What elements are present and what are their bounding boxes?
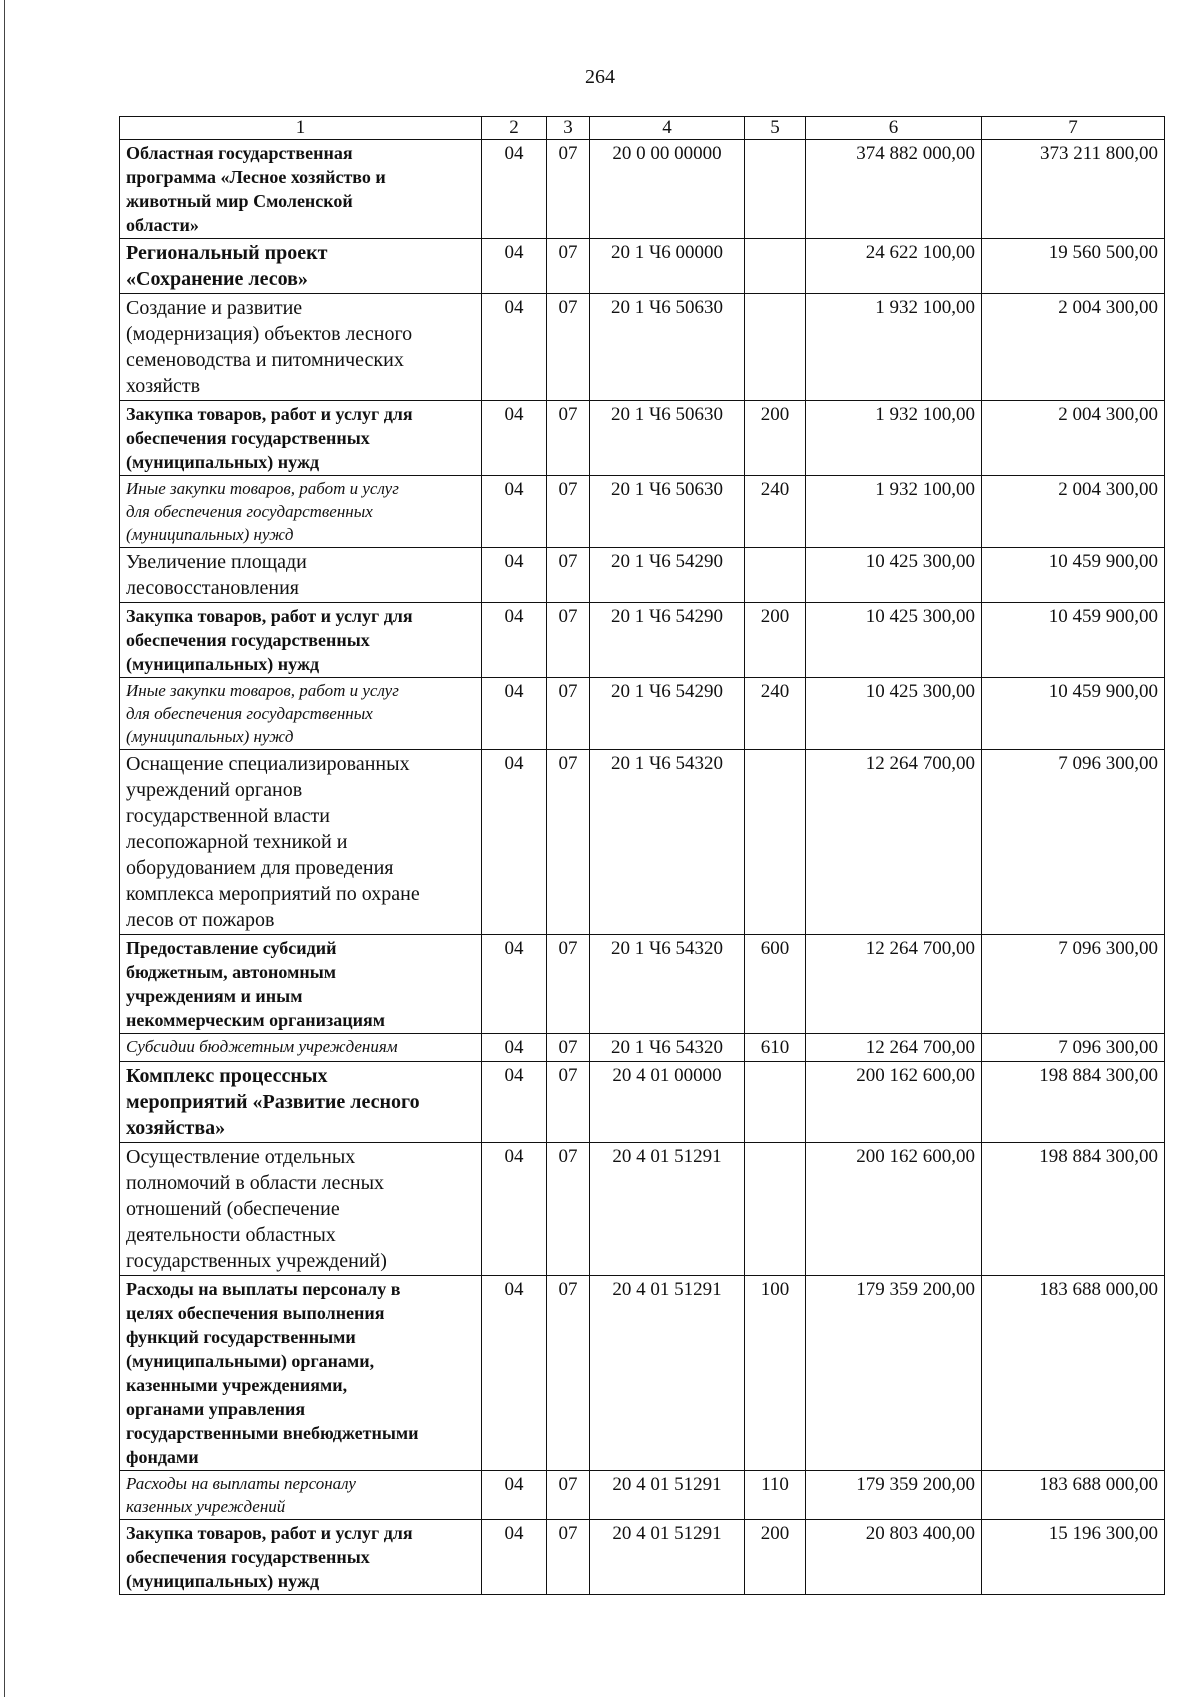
expense-type-cell: 600 (745, 935, 806, 1034)
item-name-line: Субсидии бюджетным учреждениям (126, 1037, 398, 1056)
table-row (120, 935, 1165, 1034)
amount-col7-cell: 10 459 900,00 (982, 678, 1165, 750)
item-name-line: функций государственными (126, 1327, 356, 1347)
table-row (120, 678, 1165, 750)
table-row (120, 1034, 1165, 1062)
item-name-line: программа «Лесное хозяйство и (126, 167, 386, 187)
item-name-line: государственной власти (126, 805, 330, 827)
table-row (120, 603, 1165, 678)
section-code-cell: 04 (482, 603, 547, 678)
subsection-code-cell: 07 (547, 1520, 590, 1595)
item-name-line: (муниципальными) органами, (126, 1351, 375, 1371)
expense-type-cell (745, 239, 806, 294)
item-name-line: Осуществление отдельных (126, 1146, 356, 1168)
item-name-line: Закупка товаров, работ и услуг для (126, 606, 413, 626)
item-name-line: (муниципальных) нужд (126, 654, 320, 674)
column-header: 1 (120, 117, 482, 140)
subsection-code-cell: 07 (547, 548, 590, 603)
expense-type-cell: 610 (745, 1034, 806, 1062)
expense-type-cell: 240 (745, 476, 806, 548)
item-name-line: Комплекс процессных (126, 1065, 328, 1087)
table-row (120, 1520, 1165, 1595)
amount-col7-cell: 373 211 800,00 (982, 140, 1165, 239)
item-name-line: некоммерческим организациям (126, 1010, 385, 1030)
amount-col7-cell: 183 688 000,00 (982, 1471, 1165, 1520)
item-name-line: оборудованием для проведения (126, 857, 394, 879)
amount-col7-cell: 2 004 300,00 (982, 294, 1165, 401)
target-article-cell: 20 1 Ч6 50630 (590, 294, 745, 401)
subsection-code-cell: 07 (547, 294, 590, 401)
section-code-cell: 04 (482, 1471, 547, 1520)
item-name-line: (муниципальных) нужд (126, 452, 320, 472)
expense-type-cell (745, 750, 806, 935)
page-number: 264 (585, 66, 615, 88)
column-header: 7 (982, 117, 1165, 140)
amount-col6-cell: 200 162 600,00 (806, 1143, 982, 1276)
item-name-line: Оснащение специализированных (126, 753, 410, 775)
item-name-line: (муниципальных) нужд (126, 727, 294, 746)
table-row (120, 1471, 1165, 1520)
item-name-line: Расходы на выплаты персоналу в (126, 1279, 401, 1299)
item-name-cell (120, 1034, 482, 1062)
column-header: 2 (482, 117, 547, 140)
item-name-line: Предоставление субсидий (126, 938, 337, 958)
section-code-cell: 04 (482, 476, 547, 548)
amount-col7-cell: 183 688 000,00 (982, 1276, 1165, 1471)
target-article-cell: 20 4 01 51291 (590, 1276, 745, 1471)
section-code-cell: 04 (482, 678, 547, 750)
item-name-line: Расходы на выплаты персоналу (126, 1474, 356, 1493)
table-row (120, 401, 1165, 476)
subsection-code-cell: 07 (547, 1143, 590, 1276)
amount-col6-cell: 179 359 200,00 (806, 1471, 982, 1520)
section-code-cell: 04 (482, 548, 547, 603)
section-code-cell: 04 (482, 1034, 547, 1062)
item-name-line: (муниципальных) нужд (126, 525, 294, 544)
subsection-code-cell: 07 (547, 935, 590, 1034)
item-name-line: для обеспечения государственных (126, 502, 373, 521)
expense-type-cell (745, 548, 806, 603)
item-name-line: казенных учреждений (126, 1497, 286, 1516)
subsection-code-cell: 07 (547, 1471, 590, 1520)
amount-col7-cell: 19 560 500,00 (982, 239, 1165, 294)
subsection-code-cell: 07 (547, 476, 590, 548)
amount-col6-cell: 1 932 100,00 (806, 401, 982, 476)
item-name-line: Увеличение площади (126, 551, 307, 573)
item-name-line: обеспечения государственных (126, 1547, 370, 1567)
section-code-cell: 04 (482, 1143, 547, 1276)
item-name-line: казенными учреждениями, (126, 1375, 348, 1395)
expense-type-cell: 200 (745, 1520, 806, 1595)
amount-col6-cell: 374 882 000,00 (806, 140, 982, 239)
item-name-cell (120, 1520, 482, 1595)
item-name-line: (муниципальных) нужд (126, 1571, 320, 1591)
column-header: 4 (590, 117, 745, 140)
item-name-cell (120, 678, 482, 750)
item-name-line: фондами (126, 1447, 199, 1467)
subsection-code-cell: 07 (547, 140, 590, 239)
subsection-code-cell: 07 (547, 1062, 590, 1143)
item-name-cell (120, 750, 482, 935)
item-name-line: полномочий в области лесных (126, 1172, 385, 1194)
item-name-line: отношений (обеспечение (126, 1198, 340, 1220)
item-name-line: государственных учреждений) (126, 1250, 387, 1272)
column-header: 6 (806, 117, 982, 140)
item-name-line: учреждений органов (126, 779, 303, 801)
amount-col6-cell: 179 359 200,00 (806, 1276, 982, 1471)
item-name-line: Иные закупки товаров, работ и услуг (126, 479, 399, 498)
expense-type-cell: 200 (745, 401, 806, 476)
item-name-cell (120, 935, 482, 1034)
section-code-cell: 04 (482, 140, 547, 239)
subsection-code-cell: 07 (547, 401, 590, 476)
subsection-code-cell: 07 (547, 239, 590, 294)
item-name-line: деятельности областных (126, 1224, 336, 1246)
item-name-line: хозяйств (126, 375, 201, 397)
item-name-line: обеспечения государственных (126, 630, 370, 650)
amount-col6-cell: 10 425 300,00 (806, 548, 982, 603)
item-name-line: животный мир Смоленской (126, 191, 353, 211)
item-name-line: учреждениям и иным (126, 986, 303, 1006)
target-article-cell: 20 4 01 51291 (590, 1520, 745, 1595)
target-article-cell: 20 1 Ч6 54290 (590, 548, 745, 603)
item-name-line: обеспечения государственных (126, 428, 370, 448)
section-code-cell: 04 (482, 1520, 547, 1595)
section-code-cell: 04 (482, 401, 547, 476)
amount-col7-cell: 2 004 300,00 (982, 401, 1165, 476)
item-name-line: Областная государственная (126, 143, 353, 163)
table-row (120, 294, 1165, 401)
target-article-cell: 20 1 Ч6 54320 (590, 935, 745, 1034)
amount-col6-cell: 12 264 700,00 (806, 750, 982, 935)
table-row (120, 140, 1165, 239)
item-name-cell (120, 1276, 482, 1471)
expense-type-cell: 200 (745, 603, 806, 678)
table-row (120, 239, 1165, 294)
amount-col7-cell: 7 096 300,00 (982, 935, 1165, 1034)
table-row (120, 1276, 1165, 1471)
expense-type-cell (745, 140, 806, 239)
header-row (120, 117, 1165, 140)
amount-col6-cell: 10 425 300,00 (806, 603, 982, 678)
item-name-line: хозяйства» (126, 1117, 226, 1139)
section-code-cell: 04 (482, 1062, 547, 1143)
item-name-cell (120, 401, 482, 476)
item-name-line: государственными внебюджетными (126, 1423, 419, 1443)
item-name-line: органами управления (126, 1399, 306, 1419)
amount-col6-cell: 12 264 700,00 (806, 935, 982, 1034)
table-row (120, 1062, 1165, 1143)
item-name-line: бюджетным, автономным (126, 962, 337, 982)
subsection-code-cell: 07 (547, 750, 590, 935)
table-body (120, 140, 1165, 1595)
item-name-cell (120, 294, 482, 401)
amount-col6-cell: 20 803 400,00 (806, 1520, 982, 1595)
target-article-cell: 20 4 01 51291 (590, 1471, 745, 1520)
item-name-line: целях обеспечения выполнения (126, 1303, 385, 1323)
target-article-cell: 20 1 Ч6 54320 (590, 1034, 745, 1062)
amount-col6-cell: 1 932 100,00 (806, 476, 982, 548)
item-name-line: лесовосстановления (126, 577, 299, 599)
item-name-line: лесов от пожаров (126, 909, 275, 931)
subsection-code-cell: 07 (547, 1034, 590, 1062)
item-name-cell (120, 548, 482, 603)
item-name-cell (120, 140, 482, 239)
amount-col7-cell: 198 884 300,00 (982, 1143, 1165, 1276)
target-article-cell: 20 1 Ч6 54320 (590, 750, 745, 935)
item-name-cell (120, 239, 482, 294)
column-header: 3 (547, 117, 590, 140)
item-name-cell (120, 1143, 482, 1276)
target-article-cell: 20 4 01 51291 (590, 1143, 745, 1276)
expense-type-cell (745, 1143, 806, 1276)
item-name-line: «Сохранение лесов» (126, 268, 308, 290)
expense-type-cell (745, 294, 806, 401)
budget-table (119, 116, 1165, 1595)
item-name-cell (120, 476, 482, 548)
amount-col6-cell: 10 425 300,00 (806, 678, 982, 750)
expense-type-cell: 110 (745, 1471, 806, 1520)
target-article-cell: 20 1 Ч6 54290 (590, 678, 745, 750)
expense-type-cell: 100 (745, 1276, 806, 1471)
expense-type-cell: 240 (745, 678, 806, 750)
item-name-cell (120, 1471, 482, 1520)
amount-col7-cell: 15 196 300,00 (982, 1520, 1165, 1595)
item-name-line: Иные закупки товаров, работ и услуг (126, 681, 399, 700)
item-name-line: для обеспечения государственных (126, 704, 373, 723)
item-name-cell (120, 1062, 482, 1143)
target-article-cell: 20 4 01 00000 (590, 1062, 745, 1143)
item-name-line: семеноводства и питомнических (126, 349, 404, 371)
amount-col7-cell: 7 096 300,00 (982, 1034, 1165, 1062)
target-article-cell: 20 0 00 00000 (590, 140, 745, 239)
item-name-line: Закупка товаров, работ и услуг для (126, 404, 413, 424)
table-row (120, 1143, 1165, 1276)
target-article-cell: 20 1 Ч6 50630 (590, 401, 745, 476)
amount-col6-cell: 1 932 100,00 (806, 294, 982, 401)
table-row (120, 548, 1165, 603)
amount-col6-cell: 12 264 700,00 (806, 1034, 982, 1062)
item-name-line: (модернизация) объектов лесного (126, 323, 413, 345)
amount-col7-cell: 10 459 900,00 (982, 603, 1165, 678)
item-name-line: лесопожарной техникой и (126, 831, 348, 853)
table-row (120, 750, 1165, 935)
section-code-cell: 04 (482, 294, 547, 401)
section-code-cell: 04 (482, 239, 547, 294)
item-name-line: области» (126, 215, 199, 235)
amount-col7-cell: 7 096 300,00 (982, 750, 1165, 935)
amount-col7-cell: 2 004 300,00 (982, 476, 1165, 548)
subsection-code-cell: 07 (547, 678, 590, 750)
amount-col6-cell: 200 162 600,00 (806, 1062, 982, 1143)
amount-col7-cell: 198 884 300,00 (982, 1062, 1165, 1143)
target-article-cell: 20 1 Ч6 54290 (590, 603, 745, 678)
item-name-cell (120, 603, 482, 678)
column-header: 5 (745, 117, 806, 140)
subsection-code-cell: 07 (547, 603, 590, 678)
expense-type-cell (745, 1062, 806, 1143)
amount-col6-cell: 24 622 100,00 (806, 239, 982, 294)
section-code-cell: 04 (482, 750, 547, 935)
section-code-cell: 04 (482, 935, 547, 1034)
target-article-cell: 20 1 Ч6 50630 (590, 476, 745, 548)
item-name-line: мероприятий «Развитие лесного (126, 1091, 420, 1113)
item-name-line: Закупка товаров, работ и услуг для (126, 1523, 413, 1543)
item-name-line: Создание и развитие (126, 297, 303, 319)
section-code-cell: 04 (482, 1276, 547, 1471)
subsection-code-cell: 07 (547, 1276, 590, 1471)
item-name-line: комплекса мероприятий по охране (126, 883, 420, 905)
table-row (120, 476, 1165, 548)
item-name-line: Региональный проект (126, 242, 328, 264)
target-article-cell: 20 1 Ч6 00000 (590, 239, 745, 294)
page-edge-line (4, 0, 5, 1697)
amount-col7-cell: 10 459 900,00 (982, 548, 1165, 603)
